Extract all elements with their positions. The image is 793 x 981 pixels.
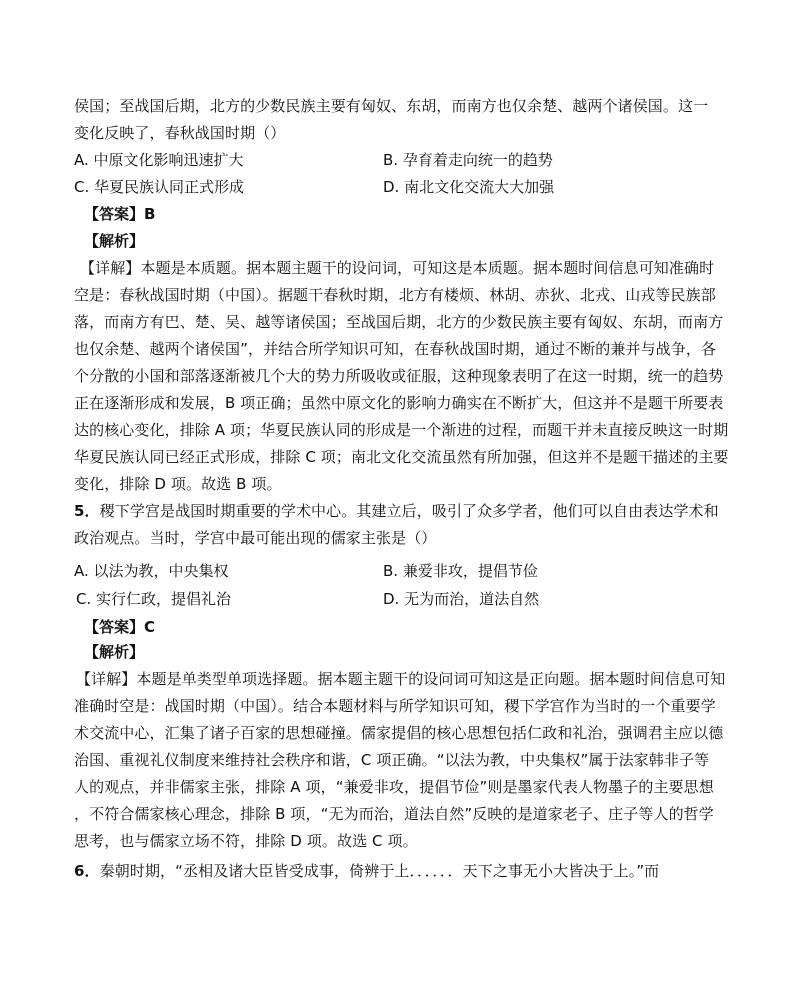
answer-label: 【答案】: [84, 205, 145, 223]
q5-analysis-label: 【解析】: [84, 643, 145, 661]
answer-label: 【答案】: [84, 618, 145, 636]
q6-stem-text: 秦朝时期，“丞相及诸大臣皆受成事，倚辨于上．．．．．．天下之事无小大皆决于上。”而: [99, 862, 660, 880]
q5-detail-line-7: 思考，也与儒家立场不符，排除 D 项。故选 C 项。: [74, 832, 418, 850]
q4-detail-line-4: 也仅余楚、越两个诸侯国”，并结合所学知识可知，在春秋战国时期，通过不断的兼并与战争，各: [74, 340, 717, 358]
q5-stem-text: 稷下学宫是战国时期重要的学术中心。其建立后，吸引了众多学者，他们可以自由表达学术和: [99, 502, 719, 520]
q5-detail-line-6: ，不符合儒家核心理念，排除 B 项，“无为而治，道法自然”反映的是道家老子、庄子等人的哲学: [74, 805, 714, 823]
q4-stem-line-2: 变化反映了，春秋战国时期（）: [74, 124, 286, 142]
q4-option-b: B. 孕育着走向统一的趋势: [383, 151, 553, 169]
q5-stem-line-2: 政治观点。当时，学宫中最可能出现的儒家主张是（）: [74, 529, 437, 547]
q4-analysis-label: 【解析】: [84, 232, 145, 250]
answer-value: B: [144, 205, 156, 223]
q4-detail-line-3: 落，而南方有巴、楚、吴、越等诸侯国；至战国后期，北方的少数民族主要有匈奴、东胡，而南方: [74, 313, 724, 331]
q4-detail-line-1: 【详解】本题是本质题。据本题主题干的设问词，可知这是本质题。据本题时间信息可知准确时: [80, 259, 715, 277]
q5-answer: [84, 617, 155, 637]
q4-detail-line-9: 变化，排除 D 项。故选 B 项。: [74, 475, 282, 493]
q4-detail-line-6: 正在逐渐形成和发展，B 项正确；虽然中原文化的影响力确实在不断扩大，但这并不是题干所要表: [74, 394, 724, 412]
q6-stem-line-1: [74, 861, 734, 881]
q5-detail-line-1: 【详解】本题是单类型单项选择题。据本题主题干的设问词可知这是正向题。据本题时间信息可知: [76, 670, 726, 688]
q4-detail-line-5: 个分散的小国和部落逐渐被几个大的势力所吸收或征服，这种现象表明了在这一时期，统一的趋势: [74, 367, 724, 385]
q5-stem-line-1: [74, 501, 734, 521]
q5-option-b: B. 兼爱非攻，提倡节俭: [383, 562, 538, 580]
q6-number: 6．: [74, 862, 100, 880]
q4-detail-line-7: 达的核心变化，排除 A 项；华夏民族认同的形成是一个渐进的过程，而题干并未直接反映这一时期: [74, 421, 729, 439]
q5-option-a: A. 以法为教，中央集权: [74, 562, 229, 580]
q4-answer: [84, 204, 155, 224]
q5-detail-line-4: 治国、重视礼仪制度来维持社会秩序和谐，C 项正确。“以法为教，中央集权”属于法家韩非子等: [74, 751, 710, 769]
q5-detail-line-2: 准确时空是：战国时期（中国）。结合本题材料与所学知识可知，稷下学宫作为当时的一个重要学: [74, 697, 716, 715]
q5-option-d: D. 无为而治，道法自然: [383, 590, 540, 608]
q5-detail-line-3: 术交流中心，汇集了诸子百家的思想碰撞。儒家提倡的核心思想包括仁政和礼治，强调君主应以德: [74, 724, 724, 742]
q5-option-c: C. 实行仁政，提倡礼治: [76, 590, 232, 608]
answer-value: C: [144, 618, 156, 636]
q4-option-c: C. 华夏民族认同正式形成: [74, 178, 245, 196]
q4-stem-line-1: 侯国；至战国后期，北方的少数民族主要有匈奴、东胡，而南方也仅余楚、越两个诸侯国。这一: [74, 97, 709, 115]
q4-option-a: A. 中原文化影响迅速扩大: [74, 151, 244, 169]
q5-detail-line-5: 人的观点，并非儒家主张，排除 A 项，“兼爱非攻，提倡节俭”则是墨家代表人物墨子的主要思想: [74, 778, 714, 796]
q4-option-d: D. 南北文化交流大大加强: [383, 178, 555, 196]
q5-number: 5．: [74, 502, 100, 520]
q4-detail-line-8: 华夏民族认同已经正式形成，排除 C 项；南北文化交流虽然有所加强，但这并不是题干描述的主要: [74, 448, 729, 466]
q4-detail-line-2: 空是：春秋战国时期（中国）。据题干春秋时期，北方有楼烦、林胡、赤狄、北戎、山戎等民族部: [74, 286, 716, 304]
